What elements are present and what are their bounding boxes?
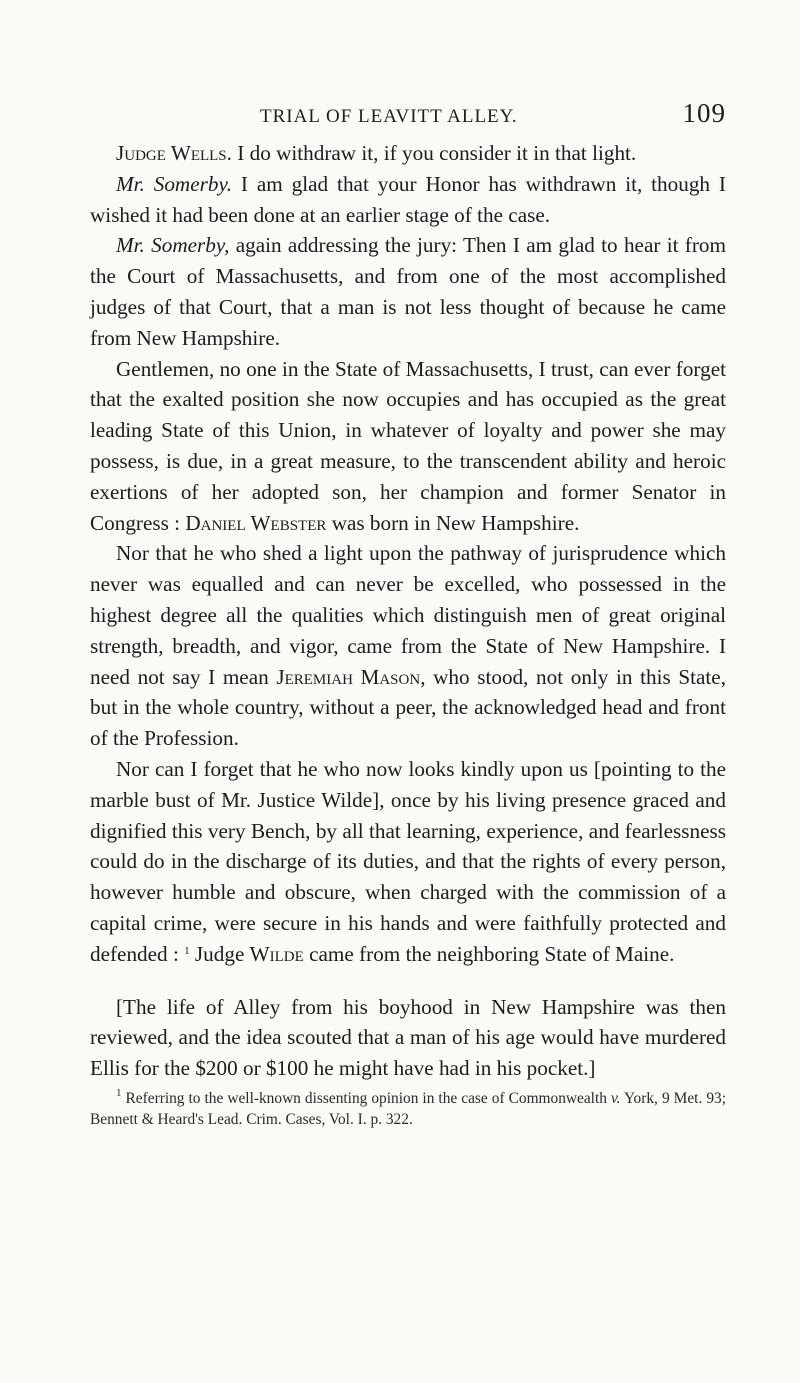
- paragraph: [90, 538, 726, 754]
- person-name: Daniel Webster: [185, 510, 327, 535]
- speaker-name: Mr. Somerby.: [116, 171, 233, 196]
- paragraph: [90, 230, 726, 353]
- paragraph-text: I am glad that your Honor has withdrawn it, though I wished it had been done at an earlier stage of the case.: [90, 171, 726, 227]
- paragraph-text: again addressing the jury: Then I am glad to hear it from the Court of Massachusetts, and from one of the most accomplished judges of that Court, that a man is not less thought of because he came from New Hampshire.: [90, 233, 726, 350]
- footnote-text: York, 9 Met. 93; Bennett & Heard's Lead. Crim. Cases, Vol. I. p. 322.: [90, 1089, 726, 1128]
- paragraph-text: , who stood, not only in this State, but in the whole country, without a peer, the acknowledged head and front of the Profession.: [90, 664, 726, 751]
- editorial-note: [The life of Alley from his boyhood in New Hampshire was then reviewed, and the idea scouted that a man of his age would have murdered Ellis for the $200 or $100 he might have had in his pocket.]: [90, 994, 726, 1081]
- paragraph-text: Nor can I forget that he who now looks kindly upon us [pointing to the marble bust of Mr. Justice Wilde], once by his living presence graced and dignified this very Bench, by all that learning, experience, and fearlessness could do in the discharge of its duties, and that the rights of every person, however humble and obscure, when charged with the commission of a capital crime, were secure in his hands and were faithfully protected and defended :: [90, 756, 726, 966]
- paragraph: [90, 354, 726, 539]
- book-page: [90, 96, 726, 1145]
- paragraph-text: Nor that he who shed a light upon the pathway of jurisprudence which never was equalled and can never be excelled, who possessed in the highest degree all the qualities which distinguish men of great original strength, breadth, and vigor, came from the State of New Hampshire. I need not say I mean: [90, 541, 726, 689]
- person-name: Wilde: [249, 941, 304, 966]
- paragraph-text: came from the neighboring State of Maine.: [303, 941, 675, 966]
- footnote-text: Referring to the well-known dissenting opinion in the case of Commonwealth: [121, 1089, 611, 1107]
- paragraph: [90, 169, 726, 231]
- footnote-mark: 1: [116, 1086, 122, 1099]
- speaker-name: Judge Wells.: [116, 141, 232, 165]
- page-number: 109: [682, 98, 726, 128]
- paragraph-text: Judge: [189, 941, 250, 966]
- paragraph-text: Gentlemen, no one in the State of Massachusetts, I trust, can ever forget that the exalted position she now occupies and has occupied as the great leading State of this Union, in whatever of loyalty and power she may possess, is due, in a great measure, to the transcendent ability and heroic exertions of her adopted son, her champion and former Senator in Congress :: [90, 356, 726, 535]
- paragraph-text: I do withdraw it, if you consider it in that light.: [231, 141, 637, 165]
- running-title: TRIAL OF LEAVITT ALLEY.: [260, 106, 518, 127]
- paragraph: [90, 138, 726, 169]
- body-text: [90, 138, 726, 1130]
- footnote: [90, 1088, 726, 1130]
- paragraph-text: was born in New Hampshire.: [326, 510, 580, 535]
- footnote-versus: v.: [610, 1089, 621, 1107]
- footnote-ref: 1: [184, 944, 190, 957]
- speaker-name: Mr. Somerby,: [116, 233, 230, 258]
- running-head: [90, 96, 726, 138]
- person-name: Jeremiah Mason: [276, 664, 421, 689]
- paragraph: [90, 754, 726, 970]
